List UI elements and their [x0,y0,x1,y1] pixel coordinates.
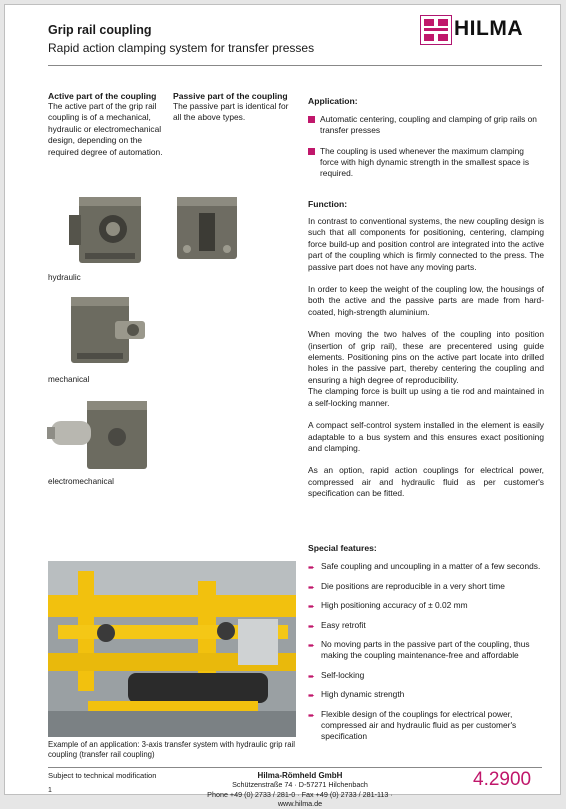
list-item: ➨ Safe coupling and uncoupling in a matter of a few seconds. [308,561,541,572]
hydraulic-active-part-image [65,193,151,271]
arrow-bullet-icon: ➨ [308,582,315,592]
page-title: Grip rail coupling [48,23,152,37]
arrow-bullet-icon: ➨ [308,641,315,650]
header-divider [48,65,542,66]
passive-part-text: The passive part is identical for all the above types. [173,101,289,123]
function-paragraph: In contrast to conventional systems, the new coupling design is such that all components for positioning, centering, clamping force build-up and position control are integrated into the active part of the coupling which is firmly connected to the press. The passive part does not have any moving parts. [308,216,544,272]
arrow-bullet-icon: ➨ [308,691,315,700]
active-part-block [48,91,166,158]
arrow-bullet-icon: ➨ [308,621,315,631]
company-contact: Phone +49 (0) 2733 / 281-0 · Fax +49 (0) 2733 / 281-113 · www.hilma.de [207,789,393,809]
hilma-logo-icon [420,15,452,45]
list-item: ➨ Easy retrofit [308,619,366,631]
arrow-bullet-icon: ➨ [308,602,315,611]
features-list [308,561,544,742]
list-item: ➨ High positioning accuracy of ± 0.02 mm [308,600,468,611]
function-section [308,199,544,500]
list-item: ➨ No moving parts in the passive part of the coupling, thus making the coupling maintenance-free and affordable [308,639,530,660]
function-paragraph: A compact self-control system installed in the element is easily adaptable to a bus system and this ensures exact positioning and clamping. [308,420,544,453]
passive-part-heading: Passive part of the coupling [173,91,288,101]
features-section [308,543,544,750]
list-item: ➨ Flexible design of the couplings for electrical power, compressed air and hydraulic fluid as per customer's specification [308,708,517,741]
electromechanical-label: electromechanical [48,477,114,486]
function-heading: Function: [308,199,348,209]
footer-note: Subject to technical modification [48,771,157,780]
transfer-system-photo [48,561,296,737]
features-heading: Special features: [308,543,377,553]
arrow-bullet-icon: ➨ [308,671,315,681]
passive-part-image [171,193,243,267]
page-subtitle: Rapid action clamping system for transfer presses [48,41,315,55]
function-paragraph: When moving the two halves of the coupling into position (insertion of grip rail), these are precentered using guide elements. Positioning pins on the active part locate into drilled holes in the passive part, thereby centering the coupling and ensuring a high degree of reproducibility. [308,329,544,385]
hilma-logo-text: HILMA [454,17,523,40]
company-name: Hilma-Römheld GmbH [257,771,343,780]
company-address: Schützenstraße 74 · D-57271 Hilchenbach [232,780,368,790]
photo-caption: Example of an application: 3-axis transfer system with hydraulic grip rail coupling (transfer rail coupling) [48,740,296,759]
application-list [308,114,544,179]
list-item: The coupling is used whenever the maximum clamping force with high dynamic strength in the smallest space is required. [308,146,544,179]
application-section [308,96,544,189]
arrow-bullet-icon: ➨ [308,710,315,720]
passive-part-block [173,91,295,124]
mechanical-label: mechanical [48,375,90,384]
list-item: Automatic centering, coupling and clamping of grip rails on transfer presses [308,114,544,136]
document-page [4,4,561,809]
application-heading: Application: [308,96,358,106]
arrow-bullet-icon: ➨ [308,563,315,572]
active-part-heading: Active part of the coupling [48,91,157,101]
square-bullet-icon [308,148,315,155]
function-paragraph: As an option, rapid action couplings for electrical power, compressed air and hydraulic fluid as per customer's specification can be fitted. [308,465,544,499]
page-number: 1 [48,787,52,794]
page-code: 4.2900 [473,769,532,790]
footer-contact-block [200,771,400,809]
list-item: ➨ Self-locking [308,669,365,681]
hilma-logo [420,15,542,47]
function-paragraph: The clamping force is built up using a tie rod and maintained in a self-locking manner. [308,386,544,408]
mechanical-active-part-image [63,293,155,371]
hydraulic-label: hydraulic [48,273,81,282]
function-paragraph: In order to keep the weight of the coupling low, the housings of both the active and the passive parts are made from hard-coated, high-strength aluminium. [308,284,544,317]
square-bullet-icon [308,116,315,123]
list-item: ➨ Die positions are reproducible in a very short time [308,580,505,592]
electromechanical-active-part-image [45,397,155,477]
footer-divider [48,767,542,768]
active-part-text: The active part of the grip rail coupling is of a mechanical, hydraulic or electromechanical design, depending on the required degree of automation. [48,101,163,157]
list-item: ➨ High dynamic strength [308,689,405,700]
